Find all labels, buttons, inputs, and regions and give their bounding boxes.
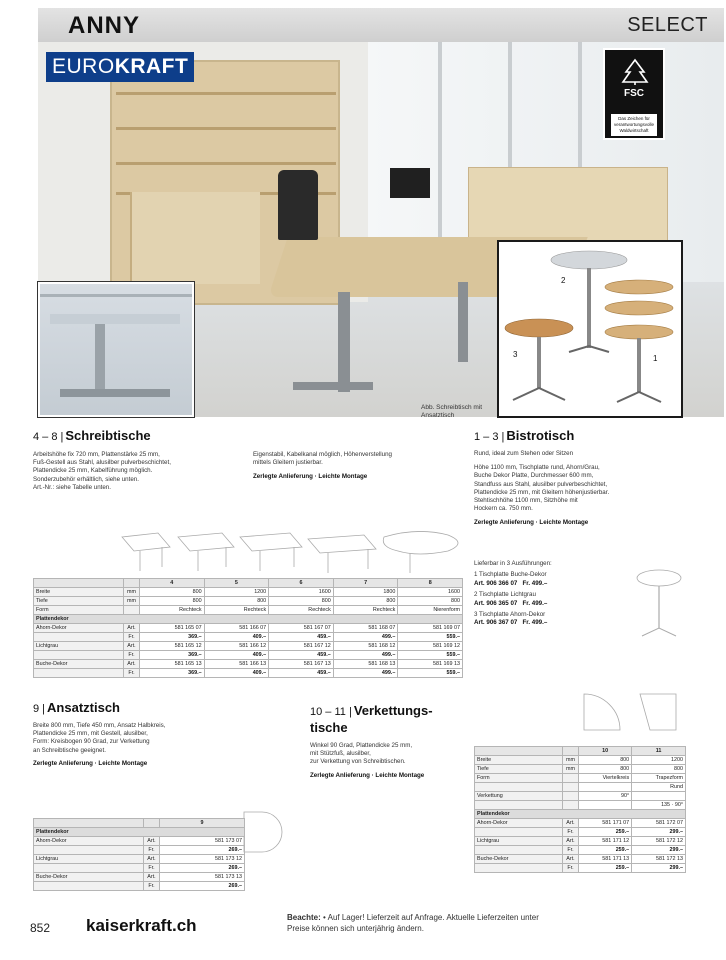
price: 269.– xyxy=(160,846,245,855)
logo-text-b: KRAFT xyxy=(114,55,189,78)
table-row xyxy=(34,633,463,642)
series-title: ANNY xyxy=(68,12,141,39)
row-label: Lichtgrau xyxy=(34,642,124,651)
row-unit xyxy=(124,606,140,615)
row-unit: Art. xyxy=(563,837,579,846)
cell: 1800 xyxy=(333,588,398,597)
desc-line: Breite 800 mm, Tiefe 450 mm, Ansatz Halbkreis, xyxy=(33,722,166,729)
price: 269.– xyxy=(160,882,245,891)
price: 299.– xyxy=(632,828,686,837)
article-number: 581 165 12 xyxy=(140,642,205,651)
desc-line: Plattendicke 25 mm, mit Gestell, alusilber, xyxy=(33,730,148,738)
row-unit xyxy=(563,783,579,792)
desc-line: Eigenstabil, Kabelkanal möglich, Höhenverstellung xyxy=(253,451,392,458)
desks-spec-table xyxy=(33,578,463,678)
fsc-badge xyxy=(603,48,665,140)
article-number: 581 172 13 xyxy=(632,855,686,864)
article-number: 581 173 13 xyxy=(160,873,245,882)
row-unit: Art. xyxy=(144,873,160,882)
price: 259.– xyxy=(579,846,632,855)
header-cell: 7 xyxy=(333,579,398,588)
table-row xyxy=(475,864,686,873)
row-label xyxy=(34,882,144,891)
table-row xyxy=(475,819,686,828)
cell: 800 xyxy=(140,588,205,597)
article-number: 581 165 07 xyxy=(140,624,205,633)
table-row xyxy=(475,756,686,765)
desks-description xyxy=(33,451,253,492)
row-label xyxy=(475,783,563,792)
assembly-note: Zerlegte Anlieferung · Leichte Montage xyxy=(33,759,148,767)
note-text: • Auf Lager! Lieferzeit auf Anfrage. Aktuelle Lieferzeiten unter xyxy=(323,913,539,922)
row-unit: Art. xyxy=(124,642,140,651)
price: 409.– xyxy=(204,669,269,678)
group-label: Plattendekor xyxy=(34,828,245,837)
table-header-row xyxy=(475,747,686,756)
group-label: Plattendekor xyxy=(34,615,463,624)
article-number: 581 168 07 xyxy=(333,624,398,633)
row-unit: Art. xyxy=(563,855,579,864)
cell: 800 xyxy=(579,765,632,774)
price: 369.– xyxy=(140,669,205,678)
section-title-extension xyxy=(33,700,120,715)
bistro-variants xyxy=(474,560,629,628)
article-number: 581 166 12 xyxy=(204,642,269,651)
row-label: Ahorn-Dekor xyxy=(34,837,144,846)
row-label xyxy=(475,801,563,810)
row-label: Form xyxy=(475,774,563,783)
desc-line: Art.-Nr.: siehe Tabelle unten. xyxy=(33,483,111,491)
header-cell xyxy=(34,819,144,828)
cell: Viertelkreis xyxy=(579,774,632,783)
header-cell xyxy=(124,579,140,588)
table-row xyxy=(34,606,463,615)
header-cell: 6 xyxy=(269,579,334,588)
desk-detail-sketch xyxy=(40,284,192,415)
bistro-label-2: 2 xyxy=(561,276,566,285)
header-cell: 5 xyxy=(204,579,269,588)
assembly-note: Zerlegte Anlieferung · Leichte Montage xyxy=(253,473,368,481)
header-cell xyxy=(563,747,579,756)
logo-text-a: EURO xyxy=(52,55,115,78)
cell: 1200 xyxy=(632,756,686,765)
desk-shapes-sketch xyxy=(118,527,468,575)
fsc-tree-icon xyxy=(618,58,652,86)
article-number: Art. 906 367 07 xyxy=(474,619,518,627)
row-unit: mm xyxy=(563,765,579,774)
row-unit xyxy=(563,801,579,810)
article-number: 581 167 12 xyxy=(269,642,334,651)
article-number: 581 171 13 xyxy=(579,855,632,864)
cell: Rechteck xyxy=(204,606,269,615)
desc-line: Sonderzubehör erhältlich, siehe unten. xyxy=(33,475,139,483)
price: 409.– xyxy=(204,633,269,642)
row-label xyxy=(475,828,563,837)
price: 459.– xyxy=(269,651,334,660)
section-number: 10 – 11 | xyxy=(310,706,352,718)
section-number: 4 – 8 | xyxy=(33,431,64,443)
price: 409.– xyxy=(204,651,269,660)
table-row xyxy=(34,873,245,882)
table-row xyxy=(34,855,245,864)
price: 559.– xyxy=(398,633,463,642)
header-cell xyxy=(34,579,124,588)
extension-spec-table xyxy=(33,818,245,891)
row-unit: Fr. xyxy=(144,846,160,855)
hero-caption: Abb. Schreibtisch mit Ansatztisch xyxy=(421,404,483,417)
cell: 800 xyxy=(204,597,269,606)
header-cell: 10 xyxy=(579,747,632,756)
row-unit xyxy=(563,792,579,801)
section-number: 9 | xyxy=(33,703,46,715)
price: 459.– xyxy=(269,633,334,642)
cell: Trapezform xyxy=(632,774,686,783)
desc-line: Plattendicke 25 mm, mit Gleitern höhenjustierbar. xyxy=(474,488,610,496)
cell: 800 xyxy=(579,756,632,765)
price: 259.– xyxy=(579,864,632,873)
row-label: Tiefe xyxy=(475,765,563,774)
table-row xyxy=(475,765,686,774)
connector-shapes-sketch xyxy=(580,690,680,734)
row-unit: Fr. xyxy=(144,864,160,873)
price: 369.– xyxy=(140,651,205,660)
section-number: 1 – 3 | xyxy=(474,431,505,443)
table-row xyxy=(475,783,686,792)
article-number: 581 166 07 xyxy=(204,624,269,633)
eurokraft-logo xyxy=(46,52,194,82)
variant-line: 2 Tischplatte Lichtgrau xyxy=(474,591,536,599)
row-label xyxy=(34,846,144,855)
cell xyxy=(632,792,686,801)
desks-description-2 xyxy=(253,451,468,482)
article-number: 581 171 07 xyxy=(579,819,632,828)
row-unit xyxy=(563,774,579,783)
header-cell: 11 xyxy=(632,747,686,756)
row-unit: Fr. xyxy=(144,882,160,891)
row-unit: Fr. xyxy=(563,828,579,837)
footer-note xyxy=(287,912,607,934)
line-title: SELECT xyxy=(627,14,708,36)
row-label xyxy=(475,864,563,873)
desc-line: Stehtischhöhe 1100 mm, Sitzhöhe mit xyxy=(474,497,578,505)
desc-line: Arbeitshöhe fix 720 mm, Plattenstärke 25 mm, xyxy=(33,451,160,458)
header-cell: 9 xyxy=(160,819,245,828)
article-number: 581 171 12 xyxy=(579,837,632,846)
section-title-text: Verkettungs- xyxy=(353,703,433,718)
website-link[interactable]: kaiserkraft.ch xyxy=(86,916,197,935)
table-header-row xyxy=(34,579,463,588)
bistro-label-1: 1 xyxy=(653,354,658,363)
table-header-row xyxy=(34,819,245,828)
row-label: Buche-Dekor xyxy=(34,873,144,882)
row-label xyxy=(34,651,124,660)
row-unit: Art. xyxy=(563,819,579,828)
table-row xyxy=(475,837,686,846)
desk-leg xyxy=(458,282,468,362)
row-label xyxy=(34,633,124,642)
desc-line: zur Verkettung von Schreibtischen. xyxy=(310,758,406,766)
row-label xyxy=(34,864,144,873)
variant-line: 3 Tischplatte Ahorn-Dekor xyxy=(474,611,546,619)
section-title-text: Ansatztisch xyxy=(47,700,120,715)
cell: 1600 xyxy=(269,588,334,597)
row-label: Breite xyxy=(34,588,124,597)
office-chair xyxy=(278,170,318,240)
bistro-label-3: 3 xyxy=(513,350,518,359)
table-row xyxy=(34,588,463,597)
detail-photo xyxy=(38,282,194,417)
article-number: 581 168 13 xyxy=(333,660,398,669)
bistro-tables-sketch xyxy=(499,242,681,416)
table-row xyxy=(475,801,686,810)
table-row xyxy=(475,828,686,837)
table-row xyxy=(475,855,686,864)
row-unit: Fr. xyxy=(563,846,579,855)
bistro-description xyxy=(474,450,684,528)
table-group-row xyxy=(34,615,463,624)
article-number: 581 172 07 xyxy=(632,819,686,828)
article-number: 581 166 13 xyxy=(204,660,269,669)
section-title-connector xyxy=(310,703,433,735)
row-label: Ahorn-Dekor xyxy=(475,819,563,828)
row-label: Lichtgrau xyxy=(475,837,563,846)
section-title-text: Schreibtische xyxy=(65,428,151,443)
desc-line: Winkel 90 Grad, Plattendicke 25 mm, xyxy=(310,742,413,749)
article-number: 581 169 13 xyxy=(398,660,463,669)
price: 259.– xyxy=(579,828,632,837)
table-row xyxy=(34,882,245,891)
note-label: Beachte: xyxy=(287,913,321,922)
article-number: 581 165 13 xyxy=(140,660,205,669)
table-row xyxy=(475,792,686,801)
desc-line: Buche Dekor Platte, Durchmesser 600 mm, xyxy=(474,472,594,480)
table-row xyxy=(475,774,686,783)
row-unit: Fr. xyxy=(563,864,579,873)
price: 369.– xyxy=(140,633,205,642)
price: Fr. 499.– xyxy=(522,619,548,627)
desc-line: Form: Kreisbogen 90 Grad, zur Verkettung xyxy=(33,738,150,746)
table-row xyxy=(34,846,245,855)
cabinet-doors xyxy=(130,192,260,284)
connector-description xyxy=(310,742,470,780)
monitor xyxy=(390,168,430,198)
connector-spec-table xyxy=(474,746,686,873)
desc-line: Standfuss aus Stahl, alusilber pulverbeschichtet, xyxy=(474,480,608,488)
note-text: Preise können sich unterjährig ändern. xyxy=(287,924,424,933)
table-row xyxy=(34,864,245,873)
table-row xyxy=(34,651,463,660)
assembly-note: Zerlegte Anlieferung · Leichte Montage xyxy=(310,771,425,779)
bistro-photo xyxy=(497,240,683,418)
table-row xyxy=(34,624,463,633)
assembly-note: Zerlegte Anlieferung · Leichte Montage xyxy=(474,519,589,527)
header-cell xyxy=(475,747,563,756)
cell xyxy=(579,783,632,792)
row-label: Tiefe xyxy=(34,597,124,606)
section-title-desks xyxy=(33,428,151,443)
price: 459.– xyxy=(269,669,334,678)
price: 559.– xyxy=(398,669,463,678)
row-unit: Art. xyxy=(124,660,140,669)
price: 499.– xyxy=(333,651,398,660)
group-label: Plattendekor xyxy=(475,810,686,819)
row-label: Ahorn-Dekor xyxy=(34,624,124,633)
section-title-text: tische xyxy=(310,720,348,735)
row-unit: Fr. xyxy=(124,669,140,678)
extension-shape-sketch xyxy=(240,808,288,858)
cell: 800 xyxy=(269,597,334,606)
row-unit: mm xyxy=(124,588,140,597)
header-cell: 4 xyxy=(140,579,205,588)
desc-line: Plattendicke 25 mm, Kabelführung möglich. xyxy=(33,467,153,475)
desc-line: Höhe 1100 mm, Tischplatte rund, Ahorn/Grau, xyxy=(474,464,600,472)
article-number: 581 168 12 xyxy=(333,642,398,651)
cell: 800 xyxy=(333,597,398,606)
fsc-claim: Das Zeichen für verantwortungsvolle Waldwirtschaft xyxy=(611,114,657,136)
row-label: Lichtgrau xyxy=(34,855,144,864)
variants-title: Lieferbar in 3 Ausführungen: xyxy=(474,560,552,567)
price: 499.– xyxy=(333,669,398,678)
row-label: Buche-Dekor xyxy=(34,660,124,669)
desc-line: Fuß-Gestell aus Stahl, alusilber pulverbeschichtet, xyxy=(33,459,171,467)
desc-line: an Schreibtische geeignet. xyxy=(33,746,106,754)
shelf-board xyxy=(116,162,336,165)
row-unit: mm xyxy=(124,597,140,606)
variant-line: 1 Tischplatte Buche-Dekor xyxy=(474,571,547,579)
price: 299.– xyxy=(632,864,686,873)
shelf-board xyxy=(116,92,336,95)
header-cell: 8 xyxy=(398,579,463,588)
article-number: 581 172 12 xyxy=(632,837,686,846)
cell: Nierenform xyxy=(398,606,463,615)
cell: 800 xyxy=(398,597,463,606)
article-number: 581 169 12 xyxy=(398,642,463,651)
row-unit: Art. xyxy=(144,837,160,846)
row-label xyxy=(34,669,124,678)
fsc-label: FSC xyxy=(624,88,644,99)
header-band xyxy=(38,8,724,42)
price: 499.– xyxy=(333,633,398,642)
cell xyxy=(579,801,632,810)
cell: Rechteck xyxy=(269,606,334,615)
row-unit: Fr. xyxy=(124,633,140,642)
price: 269.– xyxy=(160,864,245,873)
table-row xyxy=(34,642,463,651)
desc-line: Rund, ideal zum Stehen oder Sitzen xyxy=(474,450,574,457)
bistro-table-sketch xyxy=(632,566,686,642)
row-unit: mm xyxy=(563,756,579,765)
row-label xyxy=(475,846,563,855)
table-row xyxy=(34,597,463,606)
article-number: 581 173 07 xyxy=(160,837,245,846)
sideboard xyxy=(468,167,668,247)
desk-leg xyxy=(338,292,350,392)
row-label: Breite xyxy=(475,756,563,765)
cell: 800 xyxy=(140,597,205,606)
table-group-row xyxy=(34,828,245,837)
cell: Rechteck xyxy=(333,606,398,615)
table-group-row xyxy=(475,810,686,819)
table-row xyxy=(475,846,686,855)
variant-order xyxy=(474,619,629,627)
cell: Rechteck xyxy=(140,606,205,615)
price: Fr. 499.– xyxy=(522,599,548,607)
article-number: 581 169 07 xyxy=(398,624,463,633)
row-label: Verkettung xyxy=(475,792,563,801)
page-number: 852 xyxy=(30,921,51,935)
variant-order xyxy=(474,600,629,608)
row-unit: Fr. xyxy=(124,651,140,660)
article-number: Art. 906 366 07 xyxy=(474,579,518,587)
desc-line: Hockern ca. 750 mm. xyxy=(474,505,533,513)
row-label: Buche-Dekor xyxy=(475,855,563,864)
row-label: Form xyxy=(34,606,124,615)
article-number: 581 173 12 xyxy=(160,855,245,864)
desk-foot xyxy=(293,382,373,390)
article-number: 581 167 07 xyxy=(269,624,334,633)
cell: 1200 xyxy=(204,588,269,597)
cell: 90° xyxy=(579,792,632,801)
price: Fr. 499.– xyxy=(522,579,548,587)
cell: 800 xyxy=(632,765,686,774)
cell: 1600 xyxy=(398,588,463,597)
shelf-board xyxy=(116,127,336,130)
section-title-text: Bistrotisch xyxy=(506,428,575,443)
row-unit: Art. xyxy=(124,624,140,633)
desc-line: mit Stützfuß, alusilber, xyxy=(310,750,371,758)
table-row xyxy=(34,669,463,678)
table-row xyxy=(34,660,463,669)
cell: 135 · 90° xyxy=(632,801,686,810)
cell: Rund xyxy=(632,783,686,792)
article-number: 581 167 13 xyxy=(269,660,334,669)
desc-line: mittels Gleitern justierbar. xyxy=(253,459,323,467)
price: 559.– xyxy=(398,651,463,660)
header-cell xyxy=(144,819,160,828)
row-unit: Art. xyxy=(144,855,160,864)
extension-description xyxy=(33,722,273,768)
article-number: Art. 906 365 07 xyxy=(474,599,518,607)
price: 299.– xyxy=(632,846,686,855)
table-row xyxy=(34,837,245,846)
section-title-bistro xyxy=(474,428,574,443)
variant-order xyxy=(474,580,629,588)
